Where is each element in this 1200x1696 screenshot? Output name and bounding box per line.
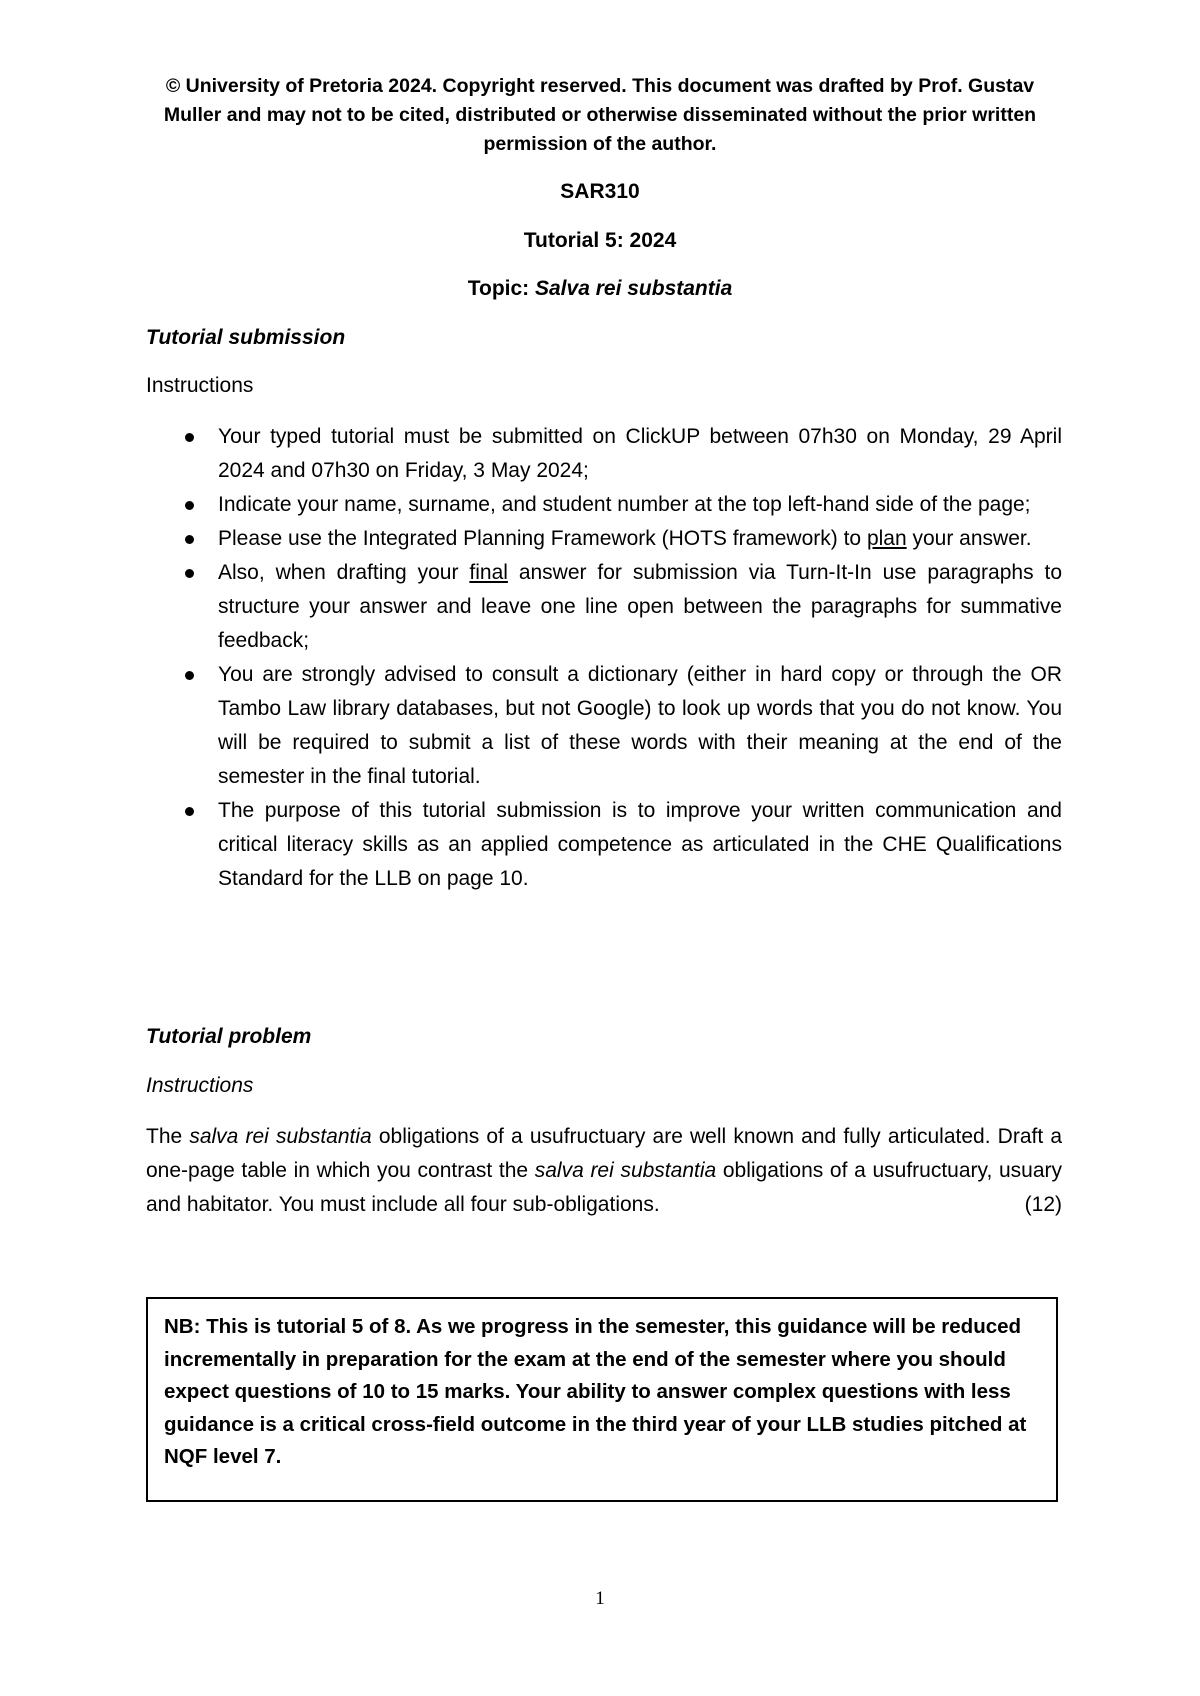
bullet-underlined-word: final <box>469 561 508 584</box>
nb-notice-box: NB: This is tutorial 5 of 8. As we progress in the semester, this guidance will be reduced incrementally in preparation for the exam at the end of the semester where you should expect questions of 10 to 15 marks. Your ability to answer complex questions with less guidance is a critical cross-field outcome in the third year of your LLB studies pitched at NQF level 7. <box>146 1297 1058 1502</box>
topic-label: Topic: <box>467 277 530 300</box>
bullet-icon <box>185 501 194 510</box>
bullet-icon <box>185 671 194 680</box>
instructions-label: Instructions <box>146 374 254 397</box>
bullet-text-post: your answer. <box>906 527 1032 550</box>
problem-text: obligations of a usufructuary, usuary and habitator. You must include all four sub-obligations. <box>146 1159 1062 1216</box>
bullet-text-pre: Please use the Integrated Planning Framework (HOTS framework) to <box>218 527 867 550</box>
bullet-icon <box>185 807 194 816</box>
topic-value: Salva rei substantia <box>535 277 733 300</box>
problem-text: The <box>146 1125 190 1148</box>
course-code: SAR310 <box>560 180 640 203</box>
list-item <box>146 522 1062 556</box>
problem-marks: (12) <box>1024 1193 1062 1216</box>
list-item <box>146 658 1062 794</box>
bullet-icon <box>185 569 194 578</box>
list-item <box>146 488 1062 522</box>
tutorial-title: Tutorial 5: 2024 <box>523 229 677 252</box>
list-item <box>146 556 1062 658</box>
problem-text: obligations of a usufructuary are well known and fully articulated. Draft a one-page table in which you contrast the <box>146 1125 1063 1182</box>
submission-heading: Tutorial submission <box>146 326 346 349</box>
problem-heading: Tutorial problem <box>146 1025 312 1048</box>
list-item <box>146 794 1062 896</box>
instructions-list <box>146 420 1062 896</box>
problem-italic-term: salva rei substantia <box>534 1159 717 1182</box>
bullet-text: The purpose of this tutorial submission is to improve your written communication and critical literacy skills as an applied competence as articulated in the CHE Qualifications Standard for the LLB on page 10. <box>218 799 1062 890</box>
bullet-text: You are strongly advised to consult a dictionary (either in hard copy or through the OR Tambo Law library databases, but not Google) to look up words that you do not know. You will be required to submit a list of these words with their meaning at the end of the semester in the final tutorial. <box>218 663 1062 788</box>
bullet-text-pre: Also, when drafting your <box>218 561 470 584</box>
problem-statement <box>146 1120 1062 1222</box>
problem-italic-term: salva rei substantia <box>189 1125 372 1148</box>
bullet-icon <box>185 433 194 442</box>
bullet-icon <box>185 535 194 544</box>
bullet-text-post: answer for submission via Turn-It-In use paragraphs to structure your answer and leave one line open between the paragraphs for summative feedback; <box>218 561 1062 652</box>
bullet-text: Indicate your name, surname, and student number at the top left-hand side of the page; <box>218 493 1031 516</box>
list-item <box>146 420 1062 488</box>
bullet-underlined-word: plan <box>866 527 907 550</box>
topic-line <box>0 277 1200 301</box>
problem-instructions-label: Instructions <box>146 1074 254 1097</box>
bullet-text: Your typed tutorial must be submitted on ClickUP between 07h30 on Monday, 29 April 2024 and 07h30 on Friday, 3 May 2024; <box>218 425 1062 482</box>
page-number: 1 <box>595 1588 605 1609</box>
copyright-notice: © University of Pretoria 2024. Copyright reserved. This document was drafted by Prof. Gustav Muller and may not to be cited, distributed or otherwise disseminated without the prior written permission of the author. <box>163 75 1037 155</box>
